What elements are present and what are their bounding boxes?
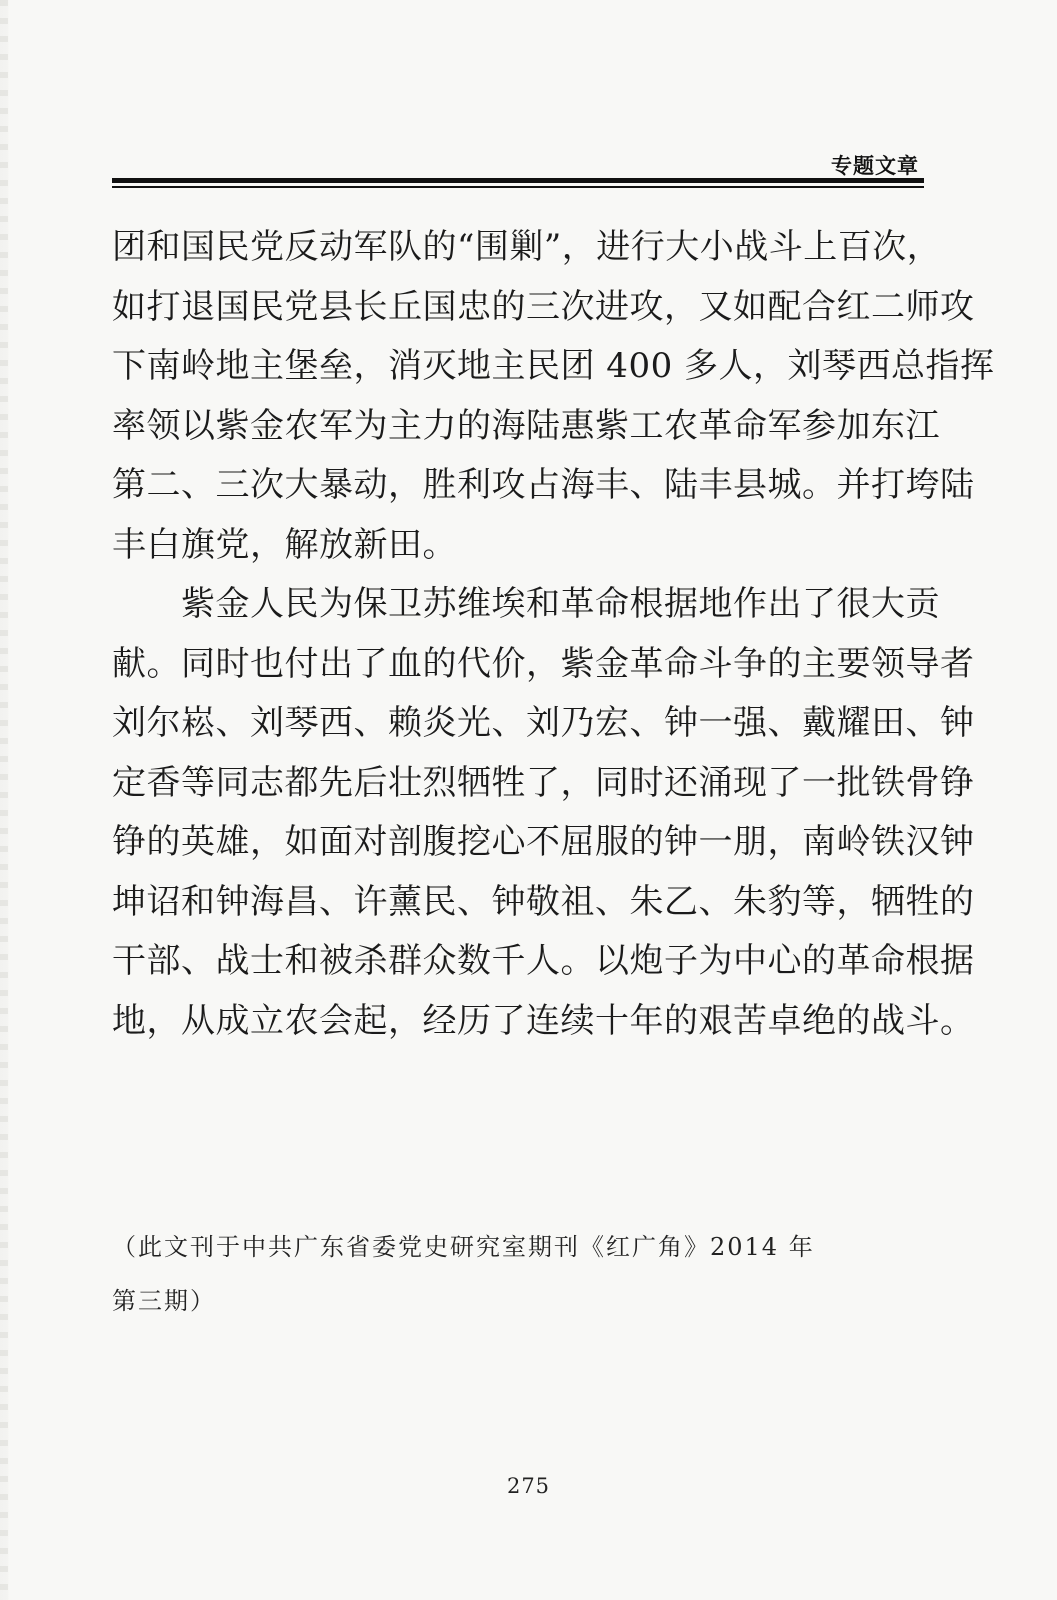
publication-note	[112, 1220, 932, 1328]
paragraph-1-line: 下南岭地主堡垒，消灭地主民团 400 多人，刘琴西总指挥	[112, 346, 995, 386]
paragraph-1-line: 团和国民党反动军队的“围剿”，进行大小战斗上百次，	[112, 227, 942, 267]
paragraph-2	[112, 575, 975, 1051]
page-number: 275	[506, 1474, 551, 1498]
paragraph-2-line: 定香等同志都先后壮烈牺牲了，同时还涌现了一批铁骨铮	[112, 762, 975, 803]
paragraph-1-line: 如打退国民党县长丘国忠的三次进攻，又如配合红二师攻	[112, 286, 975, 327]
paragraph-1-line: 率领以紫金农军为主力的海陆惠紫工农革命军参加东江	[112, 405, 940, 446]
paragraph-1-line: 丰白旗党，解放新田。	[112, 524, 457, 565]
paragraph-2-line: 献。同时也付出了血的代价，紫金革命斗争的主要领导者	[112, 643, 975, 684]
paragraph-2-line: 紫金人民为保卫苏维埃和革命根据地作出了很大贡	[112, 584, 940, 624]
publication-note-line-1: （此文刊于中共广东省委党史研究室期刊《红广角》2014 年	[112, 1233, 815, 1261]
paragraph-2-line: 地，从成立农会起，经历了连续十年的艰苦卓绝的战斗。	[112, 1000, 975, 1041]
article-body	[112, 218, 995, 1051]
page-left-edge	[0, 0, 8, 1600]
paragraph-1-line: 第二、三次大暴动，胜利攻占海丰、陆丰县城。并打垮陆	[112, 465, 975, 505]
publication-note-line-2: 第三期）	[112, 1287, 216, 1315]
paragraph-2-line: 铮的英雄，如面对剖腹挖心不屈服的钟一朋，南岭铁汉钟	[112, 822, 975, 862]
paragraph-2-line: 刘尔崧、刘琴西、赖炎光、刘乃宏、钟一强、戴耀田、钟	[112, 703, 975, 743]
header-rule-thick	[112, 178, 924, 183]
paragraph-2-line: 坤诏和钟海昌、许薰民、钟敬祖、朱乙、朱豹等，牺牲的	[112, 881, 975, 922]
running-head-section-title: 专题文章	[831, 154, 919, 178]
header-rule-thin	[112, 186, 924, 188]
paragraph-2-line: 干部、战士和被杀群众数千人。以炮子为中心的革命根据	[112, 941, 975, 981]
paragraph-1	[112, 218, 995, 575]
